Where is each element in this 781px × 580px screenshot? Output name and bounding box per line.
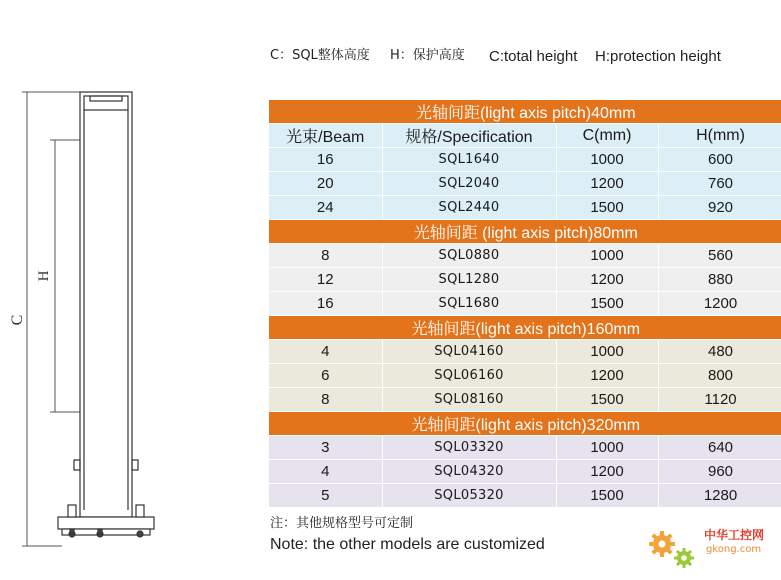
group-title: 光轴间距(light axis pitch)160mm	[269, 316, 781, 340]
cell-h: 1200	[658, 292, 781, 316]
cell-h: 640	[658, 436, 781, 460]
dimension-c	[9, 92, 80, 546]
cell-c: 1000	[556, 340, 658, 364]
column-header-row	[269, 124, 781, 148]
cell-c: 1000	[556, 148, 658, 172]
group-header-160	[269, 316, 781, 340]
column-header-specification: 规格/Specification	[382, 124, 556, 148]
cell-h: 560	[658, 244, 781, 268]
cell-specification: SQL08160	[382, 388, 556, 412]
light-curtain-drawing	[0, 80, 170, 560]
cell-h: 960	[658, 460, 781, 484]
legend-c-en: C:total height	[489, 48, 578, 65]
watermark-cn: 中华工控网	[704, 528, 765, 542]
cell-h: 1120	[658, 388, 781, 412]
cell-beam: 6	[269, 364, 382, 388]
table-row	[269, 244, 781, 268]
cell-h: 1280	[658, 484, 781, 508]
cell-beam: 3	[269, 436, 382, 460]
legend-h-cn: H：保护高度	[390, 48, 465, 63]
cell-h: 600	[658, 148, 781, 172]
note-chinese: 注：其他规格型号可定制	[270, 516, 414, 531]
cell-specification: SQL0880	[382, 244, 556, 268]
table-row	[269, 436, 781, 460]
cell-specification: SQL1280	[382, 268, 556, 292]
cell-beam: 4	[269, 340, 382, 364]
curtain-body	[74, 92, 138, 517]
table-row	[269, 172, 781, 196]
table-row	[269, 364, 781, 388]
label-c: C	[9, 314, 26, 326]
cell-c: 1500	[556, 388, 658, 412]
cell-h: 800	[658, 364, 781, 388]
table-row	[269, 340, 781, 364]
cell-c: 1200	[556, 268, 658, 292]
table-row	[269, 292, 781, 316]
dimension-h	[36, 140, 80, 412]
cell-specification: SQL1680	[382, 292, 556, 316]
mounting-base	[58, 505, 154, 537]
cell-c: 1500	[556, 484, 658, 508]
cell-c: 1200	[556, 460, 658, 484]
cell-specification: SQL04320	[382, 460, 556, 484]
group-title: 光轴间距(light axis pitch)40mm	[269, 100, 781, 124]
cell-c: 1000	[556, 244, 658, 268]
cell-c: 1000	[556, 436, 658, 460]
cell-beam: 5	[269, 484, 382, 508]
legend-c-cn: C：SQL整体高度	[270, 48, 370, 63]
cell-beam: 16	[269, 292, 382, 316]
cell-c: 1500	[556, 292, 658, 316]
cell-h: 920	[658, 196, 781, 220]
legend-h-en: H:protection height	[595, 48, 721, 65]
cell-specification: SQL2440	[382, 196, 556, 220]
cell-beam: 24	[269, 196, 382, 220]
watermark-logo	[644, 522, 778, 574]
cell-beam: 8	[269, 388, 382, 412]
label-h: H	[36, 270, 52, 282]
cell-c: 1500	[556, 196, 658, 220]
gear-icon	[644, 522, 704, 574]
note-english: Note: the other models are customized	[270, 536, 545, 553]
cell-specification: SQL2040	[382, 172, 556, 196]
table-row	[269, 388, 781, 412]
table-row	[269, 268, 781, 292]
cell-beam: 12	[269, 268, 382, 292]
group-title: 光轴间距(light axis pitch)320mm	[269, 412, 781, 436]
cell-beam: 8	[269, 244, 382, 268]
group-header-40	[269, 100, 781, 124]
table-row	[269, 484, 781, 508]
cell-beam: 20	[269, 172, 382, 196]
cell-specification: SQL1640	[382, 148, 556, 172]
cell-h: 760	[658, 172, 781, 196]
column-header-beam: 光束/Beam	[269, 124, 382, 148]
cell-h: 880	[658, 268, 781, 292]
cell-specification: SQL05320	[382, 484, 556, 508]
group-header-320	[269, 412, 781, 436]
group-title: 光轴间距 (light axis pitch)80mm	[269, 220, 781, 244]
group-header-80	[269, 220, 781, 244]
spec-table	[269, 100, 781, 508]
cell-c: 1200	[556, 364, 658, 388]
cell-c: 1200	[556, 172, 658, 196]
cell-specification: SQL04160	[382, 340, 556, 364]
column-header-c: C(mm)	[556, 124, 658, 148]
watermark-en: gkong.com	[706, 544, 762, 555]
table-row	[269, 196, 781, 220]
cell-beam: 16	[269, 148, 382, 172]
cell-beam: 4	[269, 460, 382, 484]
column-header-h: H(mm)	[658, 124, 781, 148]
cell-specification: SQL03320	[382, 436, 556, 460]
cell-h: 480	[658, 340, 781, 364]
table-row	[269, 148, 781, 172]
cell-specification: SQL06160	[382, 364, 556, 388]
table-row	[269, 460, 781, 484]
